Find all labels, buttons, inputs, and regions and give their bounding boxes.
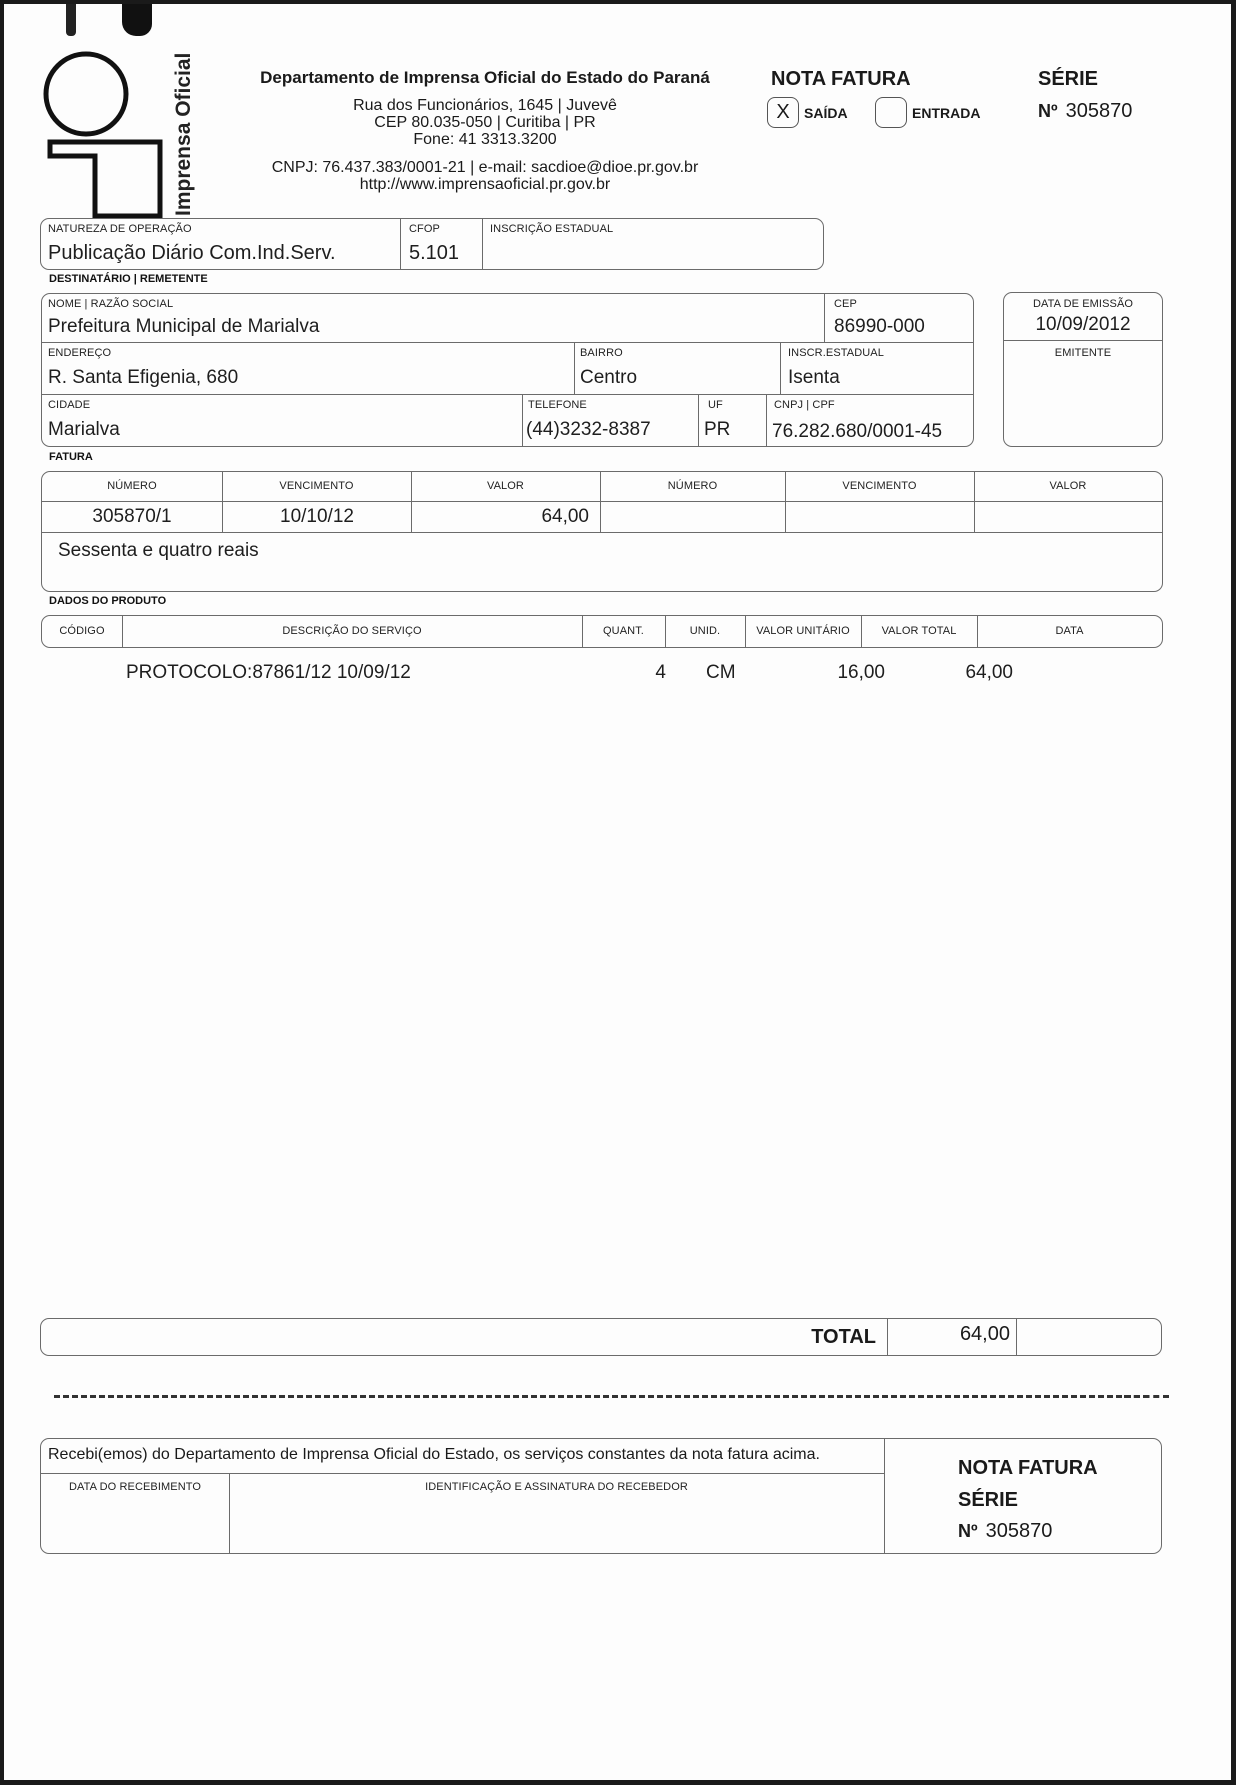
receipt-numero-value: 305870 xyxy=(985,1520,1053,1542)
divider xyxy=(1004,340,1162,341)
receipt-serie-label: SÉRIE xyxy=(958,1489,1019,1511)
bairro-value: Centro xyxy=(580,367,638,388)
inscr-estadual-value: Isenta xyxy=(788,367,840,388)
receipt-nf-title: NOTA FATURA xyxy=(958,1457,1098,1479)
data-recebimento-label: DATA DO RECEBIMENTO xyxy=(68,1481,202,1493)
emitente-label: EMITENTE xyxy=(1054,347,1112,359)
divider xyxy=(482,219,483,269)
invoice-page xyxy=(4,4,1231,1780)
produto-header-unid: UNID. xyxy=(689,625,721,637)
produto-quant: 4 xyxy=(655,662,666,683)
divider xyxy=(698,395,699,446)
imprensa-oficial-logo xyxy=(40,44,200,219)
total-value: 64,00 xyxy=(959,1323,1010,1345)
telefone-value: (44)3232-8387 xyxy=(526,419,651,440)
divider xyxy=(42,394,973,395)
fatura-header-numero-2: NÚMERO xyxy=(667,480,718,492)
fatura-header-valor-2: VALOR xyxy=(1049,480,1087,492)
produto-header-data: DATA xyxy=(1055,625,1084,637)
issuer-cnpj-email: CNPJ: 76.437.383/0001-21 | e-mail: sacdioe@dioe.pr.gov.br xyxy=(271,159,699,176)
issuer-name: Departamento de Imprensa Oficial do Estado do Paraná xyxy=(260,68,710,87)
data-emissao-label: DATA DE EMISSÃO xyxy=(1032,298,1134,310)
produto-valor-total: 64,00 xyxy=(965,662,1013,683)
entrada-checkbox[interactable] xyxy=(875,97,907,128)
fatura-cell-vencimento: 10/10/12 xyxy=(280,506,354,527)
cep-value: 86990-000 xyxy=(834,316,925,337)
saida-checkbox[interactable]: X xyxy=(767,97,799,128)
divider xyxy=(400,219,401,269)
divider xyxy=(41,1473,884,1474)
fatura-section-label: FATURA xyxy=(49,451,93,463)
assinatura-label: IDENTIFICAÇÃO E ASSINATURA DO RECEBEDOR xyxy=(425,1481,688,1493)
amount-in-words: Sessenta e quatro reais xyxy=(58,540,259,561)
divider xyxy=(42,532,1162,533)
produto-header-valor-unitario: VALOR UNITÁRIO xyxy=(756,625,850,637)
natureza-label: NATUREZA DE OPERAÇÃO xyxy=(48,223,192,235)
cnpj-value: 76.282.680/0001-45 xyxy=(772,421,943,442)
cnpj-label: CNPJ | CPF xyxy=(774,399,835,411)
logo-icon xyxy=(40,44,200,219)
fatura-header-numero: NÚMERO xyxy=(107,480,157,492)
issuer-website: http://www.imprensaoficial.pr.gov.br xyxy=(359,176,611,193)
cfop-value: 5.101 xyxy=(409,242,460,264)
divider xyxy=(42,342,973,343)
inscr-estadual-label: INSCR.ESTADUAL xyxy=(788,347,884,359)
cut-line xyxy=(1124,1395,1169,1398)
cidade-label: CIDADE xyxy=(48,399,91,411)
uf-value: PR xyxy=(704,419,731,440)
produto-valor-unitario: 16,00 xyxy=(837,662,885,683)
serie-label: SÉRIE xyxy=(1038,68,1099,90)
cep-label: CEP xyxy=(834,298,857,310)
saida-label: SAÍDA xyxy=(804,105,848,121)
data-recebimento-field[interactable] xyxy=(44,1496,226,1552)
divider xyxy=(780,343,781,394)
fatura-cell-valor: 64,00 xyxy=(541,506,589,527)
signature-field[interactable] xyxy=(226,1496,881,1552)
produto-header-valor-total: VALOR TOTAL xyxy=(881,625,957,637)
issuer-address-line1: Rua dos Funcionários, 1645 | Juvevê xyxy=(353,97,617,114)
entrada-label: ENTRADA xyxy=(912,105,981,121)
numero-value: 305870 xyxy=(1065,100,1133,122)
produto-header-descricao: DESCRIÇÃO DO SERVIÇO xyxy=(282,625,422,637)
produto-header-quant: QUANT. xyxy=(603,625,644,637)
fatura-header-vencimento: VENCIMENTO xyxy=(279,480,354,492)
bairro-label: BAIRRO xyxy=(580,347,623,359)
cidade-value: Marialva xyxy=(48,419,120,440)
telefone-label: TELEFONE xyxy=(528,399,587,411)
nome-value: Prefeitura Municipal de Marialva xyxy=(48,316,320,337)
receipt-numero-prefix: Nº xyxy=(958,1521,978,1541)
receipt-number xyxy=(958,1520,1052,1543)
data-emissao-value: 10/09/2012 xyxy=(1035,314,1131,335)
receipt-statement: Recebi(emos) do Departamento de Imprensa Oficial do Estado, os serviços constantes da nota fatura acima. xyxy=(48,1446,820,1463)
issuer-phone: Fone: 41 3313.3200 xyxy=(413,131,557,148)
scan-artifact xyxy=(66,4,76,36)
divider xyxy=(824,294,825,342)
numero-prefix: Nº xyxy=(1038,101,1058,121)
divider xyxy=(574,343,575,394)
document-title: NOTA FATURA xyxy=(771,68,911,90)
total-label: TOTAL xyxy=(811,1326,876,1348)
natureza-value: Publicação Diário Com.Ind.Serv. xyxy=(48,242,336,264)
document-number xyxy=(1038,100,1132,123)
produto-header-codigo: CÓDIGO xyxy=(59,625,105,637)
divider xyxy=(522,395,523,446)
fatura-cell-numero: 305870/1 xyxy=(92,506,172,527)
cut-line xyxy=(54,1395,1149,1398)
inscricao-label: INSCRIÇÃO ESTADUAL xyxy=(490,223,614,235)
fatura-header-vencimento-2: VENCIMENTO xyxy=(842,480,917,492)
divider xyxy=(1016,1319,1017,1355)
cfop-label: CFOP xyxy=(409,223,440,235)
divider xyxy=(766,395,767,446)
fatura-header-valor: VALOR xyxy=(487,480,524,492)
produto-section-label: DADOS DO PRODUTO xyxy=(49,595,167,607)
scan-artifact xyxy=(122,4,152,36)
uf-label: UF xyxy=(708,399,723,411)
nome-label: NOME | RAZÃO SOCIAL xyxy=(48,298,174,310)
produto-descricao: PROTOCOLO:87861/12 10/09/12 xyxy=(126,662,411,683)
endereco-label: ENDEREÇO xyxy=(48,347,112,359)
logo-text: Imprensa Oficial xyxy=(172,52,195,216)
divider xyxy=(884,1439,885,1553)
recipient-section-label: DESTINATÁRIO | REMETENTE xyxy=(49,273,208,285)
divider xyxy=(42,501,1162,502)
issuer-address-line2: CEP 80.035-050 | Curitiba | PR xyxy=(374,114,596,131)
produto-unid: CM xyxy=(706,662,736,683)
endereco-value: R. Santa Efigenia, 680 xyxy=(48,367,239,388)
